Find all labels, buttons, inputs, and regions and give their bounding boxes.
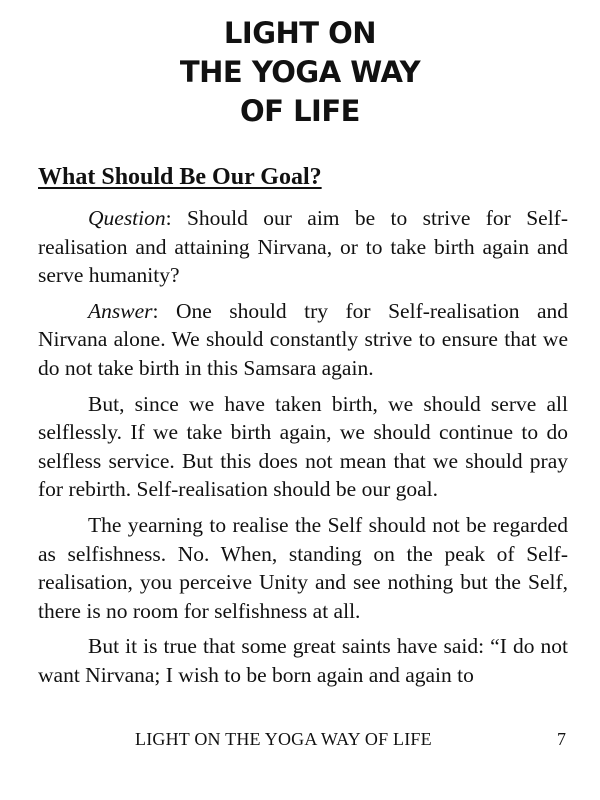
- paragraph: [38, 511, 568, 625]
- paragraph-label: Answer: [88, 298, 153, 323]
- paragraph-text: But, since we have taken birth, we should serve all selflessly. If we take birth again, we should continue to do selfless service. But this does not mean that we should pray for rebirth. Self-realisation should be our goal.: [38, 391, 568, 502]
- section-heading: What Should Be Our Goal?: [38, 164, 322, 190]
- paragraph: [38, 390, 568, 504]
- paragraph: [38, 632, 568, 689]
- paragraph-text: But it is true that some great saints have said: “I do not want Nirvana; I wish to be born again and again to: [38, 634, 568, 687]
- page-title-line-3: OF LIFE: [240, 94, 360, 128]
- running-title: LIGHT ON THE YOGA WAY OF LIFE: [135, 729, 432, 749]
- page-title-line-1: LIGHT ON: [223, 16, 377, 50]
- paragraph-text: The yearning to realise the Self should not be regarded as selfishness. No. When, standing on the peak of Self-realisation, you perceive Unity and see nothing but the Self, there is no room for selfishness at all.: [38, 512, 568, 623]
- paragraph-answer: [38, 297, 568, 383]
- paragraph-question: [38, 204, 568, 290]
- paragraph-label: Question: [88, 206, 166, 230]
- page-footer: [0, 725, 600, 753]
- page-number: 7: [557, 729, 566, 749]
- body-text: [38, 204, 568, 697]
- paragraph-text: : Should our aim be to strive for Self-realisation and attaining Nirvana, or to take birth again and serve humanity?: [38, 206, 568, 288]
- paragraph-text: : One should try for Self-realisation and Nirvana alone. We should constantly strive to ensure that we do not take birth in this Samsara again.: [38, 298, 568, 380]
- page-title: [0, 14, 600, 131]
- page-title-line-2: THE YOGA WAY: [179, 55, 421, 89]
